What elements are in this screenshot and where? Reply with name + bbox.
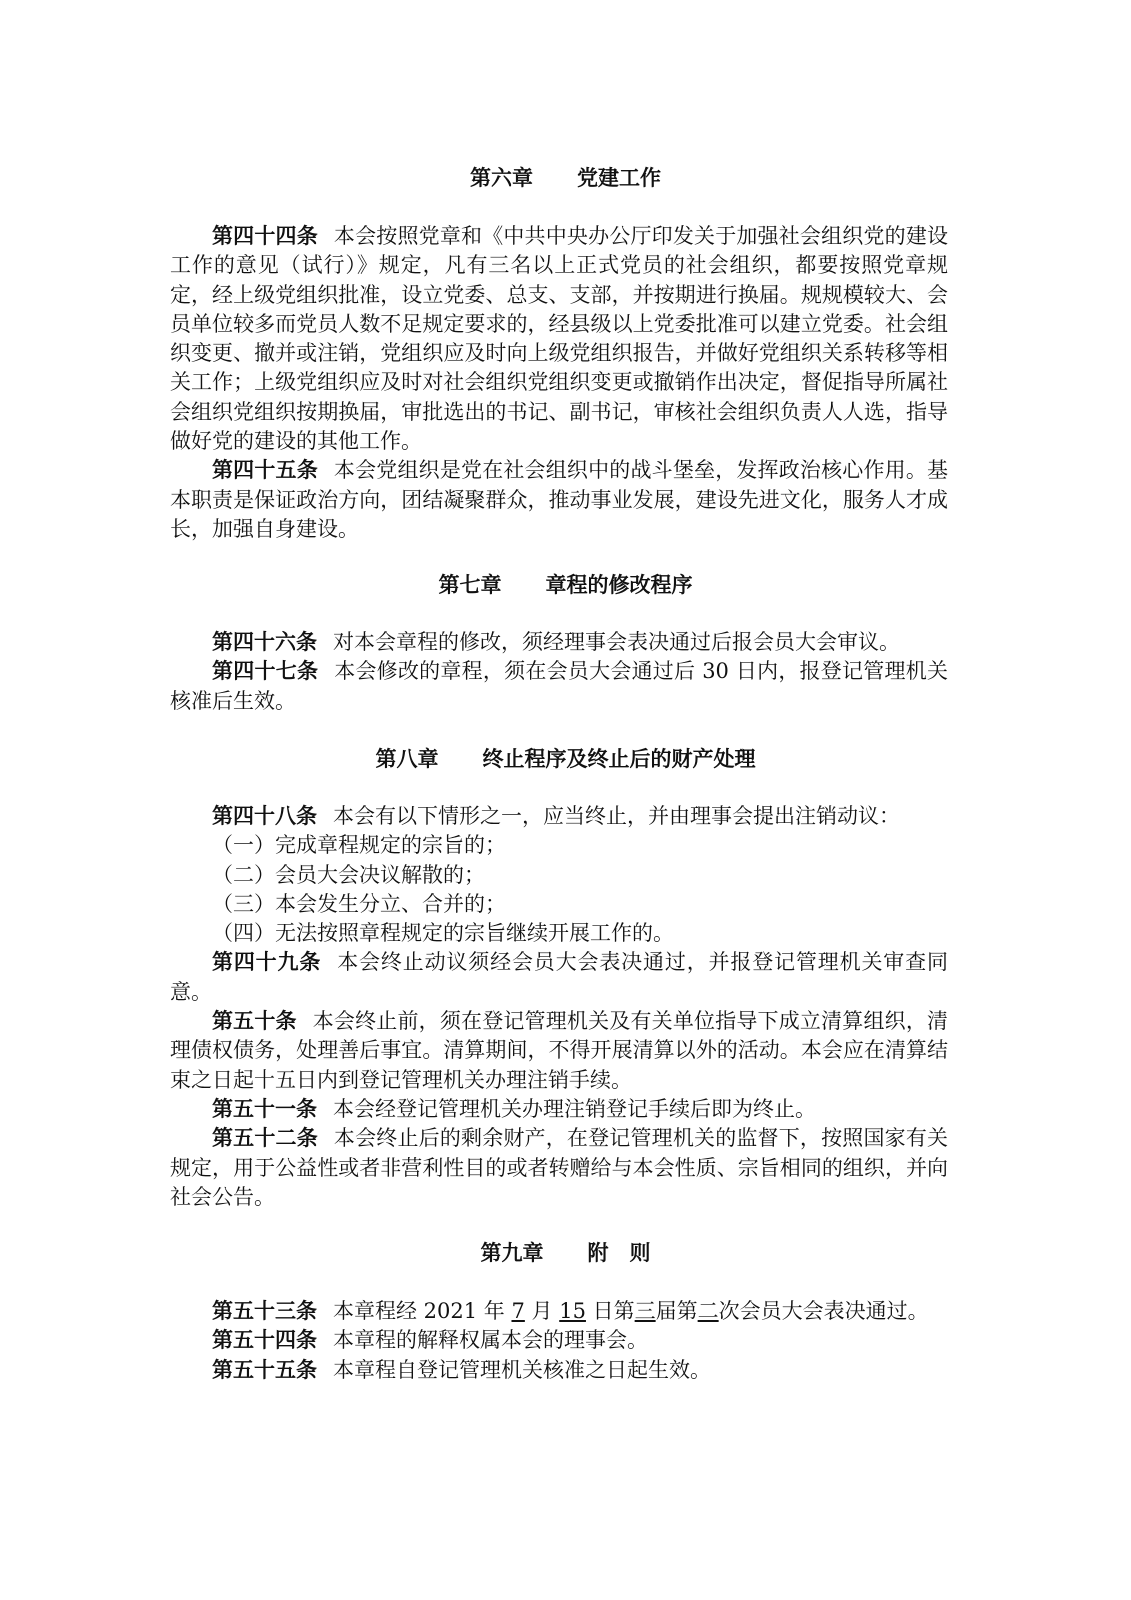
article-number: 第五十二条 [212,1126,318,1151]
article-text: 本会党组织是党在社会组织中的战斗堡垒，发挥政治核心作用。基本职责是保证政治方向，团结凝聚群众，推动事业发展，建设先进文化，服务人才成长，加强自身建设。 [170,458,949,541]
article [170,456,948,544]
chapter-title: 章程的修改程序 [545,573,693,597]
filled-day: 15 [559,1299,586,1323]
chapter-body [170,222,948,544]
list-item: （三）本会发生分立、合并的； [212,891,506,916]
article-number: 第五十四条 [212,1328,317,1353]
text-fragment: 月 [524,1299,560,1323]
article [170,1124,948,1212]
text-fragment: 届第 [655,1299,698,1323]
article [170,1007,948,1095]
article-text [333,1299,929,1323]
article-number: 第五十条 [212,1009,297,1034]
article-number: 第五十三条 [212,1299,317,1323]
article-text: 本会终止动议须经会员大会表决通过，并报登记管理机关审查同意。 [170,950,948,1004]
list-item: （二）会员大会决议解散的； [212,862,485,887]
chapter-title: 终止程序及终止后的财产处理 [482,747,756,771]
filled-session: 三 [634,1299,656,1323]
chapter-body [170,628,948,716]
article [170,1356,948,1385]
article [170,1326,948,1355]
chapter-number: 第八章 [375,747,439,771]
article-text: 本会修改的章程，须在会员大会通过后 30 日内，报登记管理机关核准后生效。 [170,659,948,713]
article-number: 第四十四条 [212,224,318,248]
chapter-number: 第七章 [438,573,502,597]
list-item: （一）完成章程规定的宗旨的； [212,833,506,858]
article-number: 第四十五条 [212,458,318,483]
article-number: 第四十八条 [212,804,317,828]
article [170,1297,948,1326]
chapter-heading [0,744,1131,774]
chapter-number: 第六章 [470,166,533,190]
article-text: 本章程的解释权属本会的理事会。 [333,1328,648,1353]
filled-month: 7 [511,1299,525,1323]
article [170,657,948,716]
chapter-heading [0,570,1131,600]
chapter-title: 党建工作 [577,166,661,190]
chapter-body [170,1297,948,1385]
article [170,628,948,657]
filled-meeting: 二 [697,1299,719,1323]
chapter-heading [0,163,1131,193]
article-number: 第五十一条 [212,1096,317,1121]
article-number: 第四十七条 [212,659,319,684]
article-text: 本章程自登记管理机关核准之日起生效。 [333,1357,711,1382]
article-text: 对本会章程的修改，须经理事会表决通过后报会员大会审议。 [333,630,900,654]
article [170,802,948,831]
chapter-body [170,802,948,1212]
article-text: 本会终止前，须在登记管理机关及有关单位指导下成立清算组织，清理债权债务，处理善后事宜。清算期间，不得开展清算以外的活动。本会应在清算结束之日起十五日内到登记管理机关办理注销手续。 [170,1009,949,1092]
article [170,222,948,456]
text-fragment: 日第 [585,1299,635,1323]
chapter-title: 附 则 [587,1241,651,1265]
article-number: 第四十六条 [212,630,317,654]
article-text: 本会有以下情形之一，应当终止，并由理事会提出注销动议： [333,804,900,828]
article [170,948,948,1007]
article-number: 第五十五条 [212,1357,317,1382]
chapter-number: 第九章 [480,1241,544,1265]
article-number: 第四十九条 [212,950,322,975]
text-fragment: 本章程经 2021 年 [333,1299,512,1323]
text-fragment: 次会员大会表决通过。 [718,1299,929,1323]
list-item: （四）无法按照章程规定的宗旨继续开展工作的。 [212,921,674,946]
article-text: 本会经登记管理机关办理注销登记手续后即为终止。 [333,1096,816,1121]
article-text: 本会按照党章和《中共中央办公厅印发关于加强社会组织党的建设工作的意见（试行）》规定，凡有三名以上正式党员的社会组织，都要按照党章规定，经上级党组织批准，设立党委、总支、支部，并按期进行换届。规规模较大、会员单位较多而党员人数不足规定要求的，经县级以上党委批准可以建立党委。社会组织变更、撤并或注销，党组织应及时向上级党组织报告，并做好党组织关系转移等相关工作；上级党组织应及时对社会组织党组织变更或撤销作出决定，督促指导所属社会组织党组织按期换届，审批选出的书记、副书记，审核社会组织负责人人选，指导做好党的建设的其他工作。 [170,224,949,454]
article-text: 本会终止后的剩余财产，在登记管理机关的监督下，按照国家有关规定，用于公益性或者非营利性目的或者转赠给与本会性质、宗旨相同的组织，并向社会公告。 [170,1126,949,1209]
chapter-heading [0,1238,1131,1268]
article [170,1095,948,1124]
